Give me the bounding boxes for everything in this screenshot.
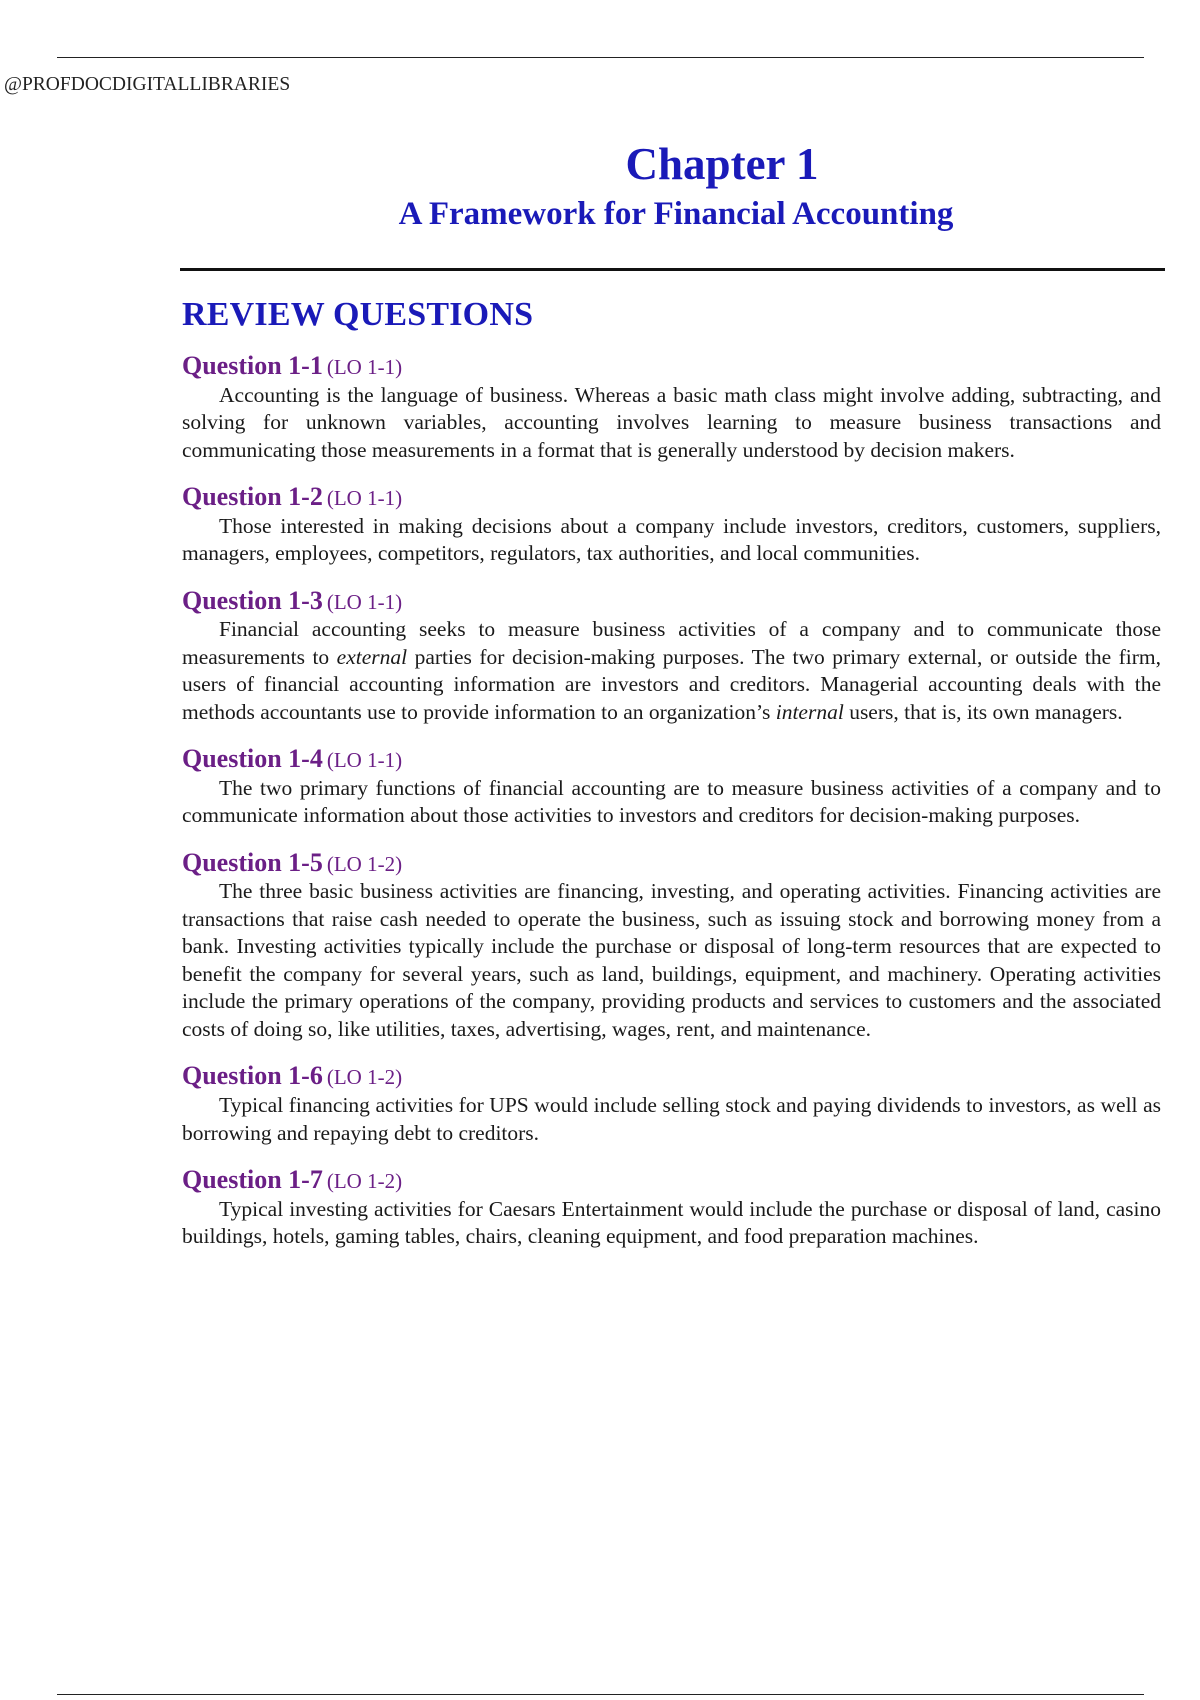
section-heading: REVIEW QUESTIONS [182,296,534,333]
watermark: @PROFDOCDIGITALLIBRARIES [4,74,291,95]
answer-text: Accounting is the language of business. Whereas a basic math class might involve adding, subtracting, and solving for unknown variables, accounting involves learning to measure business transactions and communicating those measurements in a format that is generally understood by decision makers. [182,382,1161,462]
question-block [182,745,1161,830]
learning-objective: (LO 1-2) [326,851,403,876]
learning-objective: (LO 1-1) [326,355,403,379]
question-title: Question 1-5 [182,847,323,877]
question-heading [182,1062,1161,1091]
answer-text: Those interested in making decisions about a company include investors, creditors, customers, suppliers, managers, employees, competitors, regulators, tax authorities, and local communities. [182,513,1161,566]
question-block [182,1166,1161,1251]
answer-text: Financial accounting seeks to measure business activities of a company and to communicate those measurements to external parties for decision-making purposes. The two primary external, or outside the firm, users of financial accounting information are investors and creditors. Managerial accounting deals with the methods accountants use to provide information to an organization’s internal users, that is, its own managers. [182,617,1161,724]
learning-objective: (LO 1-1) [326,486,403,511]
question-heading [182,745,1161,774]
emphasis-external: external [336,644,408,669]
question-title: Question 1-3 [182,585,323,615]
answer-text: Typical financing activities for UPS would include selling stock and paying dividends to investors, as well as borrowing and repaying debt to creditors. [182,1093,1161,1145]
review-questions-section [182,296,1161,1270]
emphasis-internal: internal [775,699,844,724]
bottom-rule [57,1694,1144,1695]
question-heading [182,483,1161,512]
question-heading [182,849,1161,878]
chapter-title: Chapter 1 [625,139,819,189]
question-title: Question 1-6 [182,1061,323,1091]
learning-objective: (LO 1-1) [326,748,403,773]
question-heading [182,352,1161,381]
top-rule [57,57,1144,58]
question-block [182,1062,1161,1147]
learning-objective: (LO 1-2) [326,1169,403,1194]
question-block [182,849,1161,1044]
question-title: Question 1-7 [182,1165,323,1195]
question-heading [182,1166,1161,1195]
header-rule [180,268,1165,271]
question-title: Question 1-2 [182,482,323,512]
answer-text: Typical investing activities for Caesars Entertainment would include the purchase or disposal of land, casino buildings, hotels, gaming tables, chairs, cleaning equipment, and food preparation machines. [182,1196,1161,1249]
question-heading [182,587,1161,616]
question-block [182,483,1161,568]
chapter-header [180,140,1172,233]
learning-objective: (LO 1-2) [326,1065,403,1090]
question-title: Question 1-4 [182,744,323,774]
question-block [182,587,1161,727]
answer-text: The two primary functions of financial accounting are to measure business activities of a company and to communicate information about those activities to investors and creditors for decision-making purposes. [182,775,1161,828]
question-block [182,352,1161,464]
chapter-subtitle: A Framework for Financial Accounting [398,195,954,232]
answer-text: The three basic business activities are financing, investing, and operating activities. Financing activities are transactions that raise cash needed to operate the business, such as issuing stock and borrowing money from a bank. Investing activities typically include the purchase or disposal of long-term resources that are expected to benefit the company for several years, such as land, buildings, equipment, and machinery. Operating activities include the primary operations of the company, providing products and services to customers and the associated costs of doing so, like utilities, taxes, advertising, wages, rent, and maintenance. [182,879,1161,1041]
learning-objective: (LO 1-1) [326,589,403,614]
question-title: Question 1-1 [182,351,323,380]
